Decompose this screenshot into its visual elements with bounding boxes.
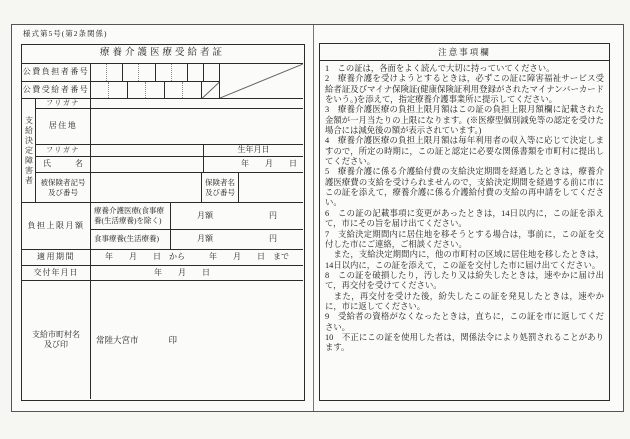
insurer-label xyxy=(202,173,239,203)
period-field: 年 月 日 から 年 月 日 まで xyxy=(91,250,303,266)
seal-placeholder: 印 xyxy=(168,334,178,345)
form-number: 様式第5号(第2条関係) xyxy=(23,29,108,38)
certificate-table xyxy=(21,44,305,401)
digit-box xyxy=(122,64,138,81)
digit-box xyxy=(91,64,106,81)
digit-box xyxy=(127,82,145,99)
note-item: 2 療養介護を受けようとするときは，必ずこの証に障害福祉サービス受給者証及びマイナ保険証(健康保険証利用登録がされたマイナンバーカードをいう。)を添えて，指定療養介護事業所に提示してください。 xyxy=(325,74,604,105)
furigana2-label: フリガナ xyxy=(36,145,91,157)
residence-field xyxy=(91,109,303,145)
monthly-label: 月額 xyxy=(197,234,213,243)
digit-box xyxy=(171,64,187,81)
issue-date-field: 年 月 日 xyxy=(91,266,303,282)
note-item: 9 受給者の資格がなくなったときは，直ちに，この証を市に返してください。 xyxy=(325,312,604,332)
recipient-section-vertical-label: 支給決定障害者 xyxy=(22,99,36,203)
furigana1-field xyxy=(91,99,303,109)
note-item: 3 療養介護医療の負担上限月額はこの証の負担上限月額欄に記載された金額が一月当たりの上限になります。(※医療型個別減免等の認定を受けた場合には減免後の額が表示されています。) xyxy=(325,105,604,136)
municipality-field xyxy=(91,281,303,399)
notes-panel xyxy=(319,43,610,401)
burden-row2-amount xyxy=(171,230,303,250)
notes-body xyxy=(320,61,609,354)
municipality-label xyxy=(22,281,91,399)
diagonal-line xyxy=(220,64,303,98)
certificate-title: 療養介護医療受給者証 xyxy=(22,45,303,64)
insured-symbol-label xyxy=(36,173,91,203)
slash-line xyxy=(202,82,219,99)
furigana2-field xyxy=(91,145,204,157)
period-label: 適用期間 xyxy=(22,250,91,266)
insured-symbol-field xyxy=(91,173,202,203)
payer-number-boxes xyxy=(91,64,220,82)
name-label: 氏 名 xyxy=(36,157,91,174)
burden-row1-amount xyxy=(171,203,303,230)
issue-date-label: 交付年月日 xyxy=(22,266,91,282)
furigana1-label: フリガナ xyxy=(36,99,91,109)
insurer-label-line2: 及び番号 xyxy=(205,187,235,197)
insured-symbol-label-line2: 及び番号 xyxy=(48,187,78,197)
note-item: 4 療養介護医療の負担上限月額は毎年利用者の収入等に応じて決定しますので，所定の時期に，この証と認定に必要な関係書類を市町村に提出してください。 xyxy=(325,136,604,167)
birthdate-field: 年 月 日 xyxy=(204,157,303,174)
note-item: 10 不正にこの証を使用した者は，関係法令により処罰されることがあります。 xyxy=(325,332,604,353)
certificate-sheet xyxy=(11,24,624,412)
residence-label: 居住地 xyxy=(36,109,91,145)
digit-box xyxy=(164,82,182,99)
digit-box xyxy=(91,82,108,99)
digit-box xyxy=(108,82,126,99)
note-item: 5 療養介護に係る介護給付費の支給決定期間を経過したときは，療養介護医療費の支給を受けられませんので，支給決定期間を経過する前に市にこの証を添えて，療養介護に係る介護給付費の支給の再申請をしてください。 xyxy=(325,167,604,208)
notes-title: 注意事項欄 xyxy=(320,44,609,61)
insured-symbol-label-line1: 被保険者記号 xyxy=(40,178,86,188)
digit-box xyxy=(145,82,163,99)
yen-label: 円 xyxy=(269,234,277,243)
recipient-number-boxes xyxy=(91,82,220,100)
burden-row2-label: 食事療養(生活療養) xyxy=(91,230,171,250)
note-item: 8 この証を破損したり，汚したり又は紛失したときは，速やかに届け出て，再交付を受けてください。 xyxy=(325,270,604,291)
monthly-label: 月額 xyxy=(197,210,213,220)
digit-box xyxy=(203,64,219,81)
municipality-label-line2: 及び印 xyxy=(44,340,68,349)
payer-number-label: 公費負担者番号 xyxy=(22,64,91,82)
fold-divider xyxy=(313,25,314,411)
note-item: また，支給決定期間内に，他の市町村の区域に居住地を移したときは，14日以内に，この証を添えて，この証を交付した市に届け出てください。 xyxy=(325,250,604,270)
burden-limit-label: 負担上限月額 xyxy=(22,203,91,250)
name-field xyxy=(91,157,204,174)
burden-row1-label: 療養介護医療(食事療養(生活療養)を除く) xyxy=(91,203,171,230)
note-item: 1 この証は，各面をよく読んで大切に持っていてください。 xyxy=(325,64,555,73)
note-item: 7 支給決定期間内に居住地を移そうとする場合は，事前に，この証を交付した市にご連絡，ご相談ください。 xyxy=(325,229,604,249)
note-item: また，再交付を受けた後，紛失したこの証を発見したときは，速やかに，市に返してください。 xyxy=(325,291,604,311)
digit-box xyxy=(187,64,203,81)
note-item: 6 この証の記載事項に変更があったときは，14日以内に，この証を添えて，市にその旨を届け出てください。 xyxy=(325,208,604,229)
insurer-label-line1: 保険者名 xyxy=(205,178,235,188)
digit-box xyxy=(106,64,122,81)
recipient-number-label: 公費受給者番号 xyxy=(22,82,91,100)
insurer-field xyxy=(239,173,303,203)
birthdate-header: 生年月日 xyxy=(204,145,303,157)
digit-box-slashed xyxy=(201,82,219,99)
digit-box xyxy=(138,64,154,81)
digit-box xyxy=(182,82,200,99)
blank-diagonal-cell xyxy=(220,64,303,99)
municipality-name: 常陸大宮市 xyxy=(96,334,139,345)
municipality-label-line1: 支給市町村名 xyxy=(32,330,80,339)
digit-box xyxy=(155,64,171,81)
yen-label: 円 xyxy=(269,210,277,220)
